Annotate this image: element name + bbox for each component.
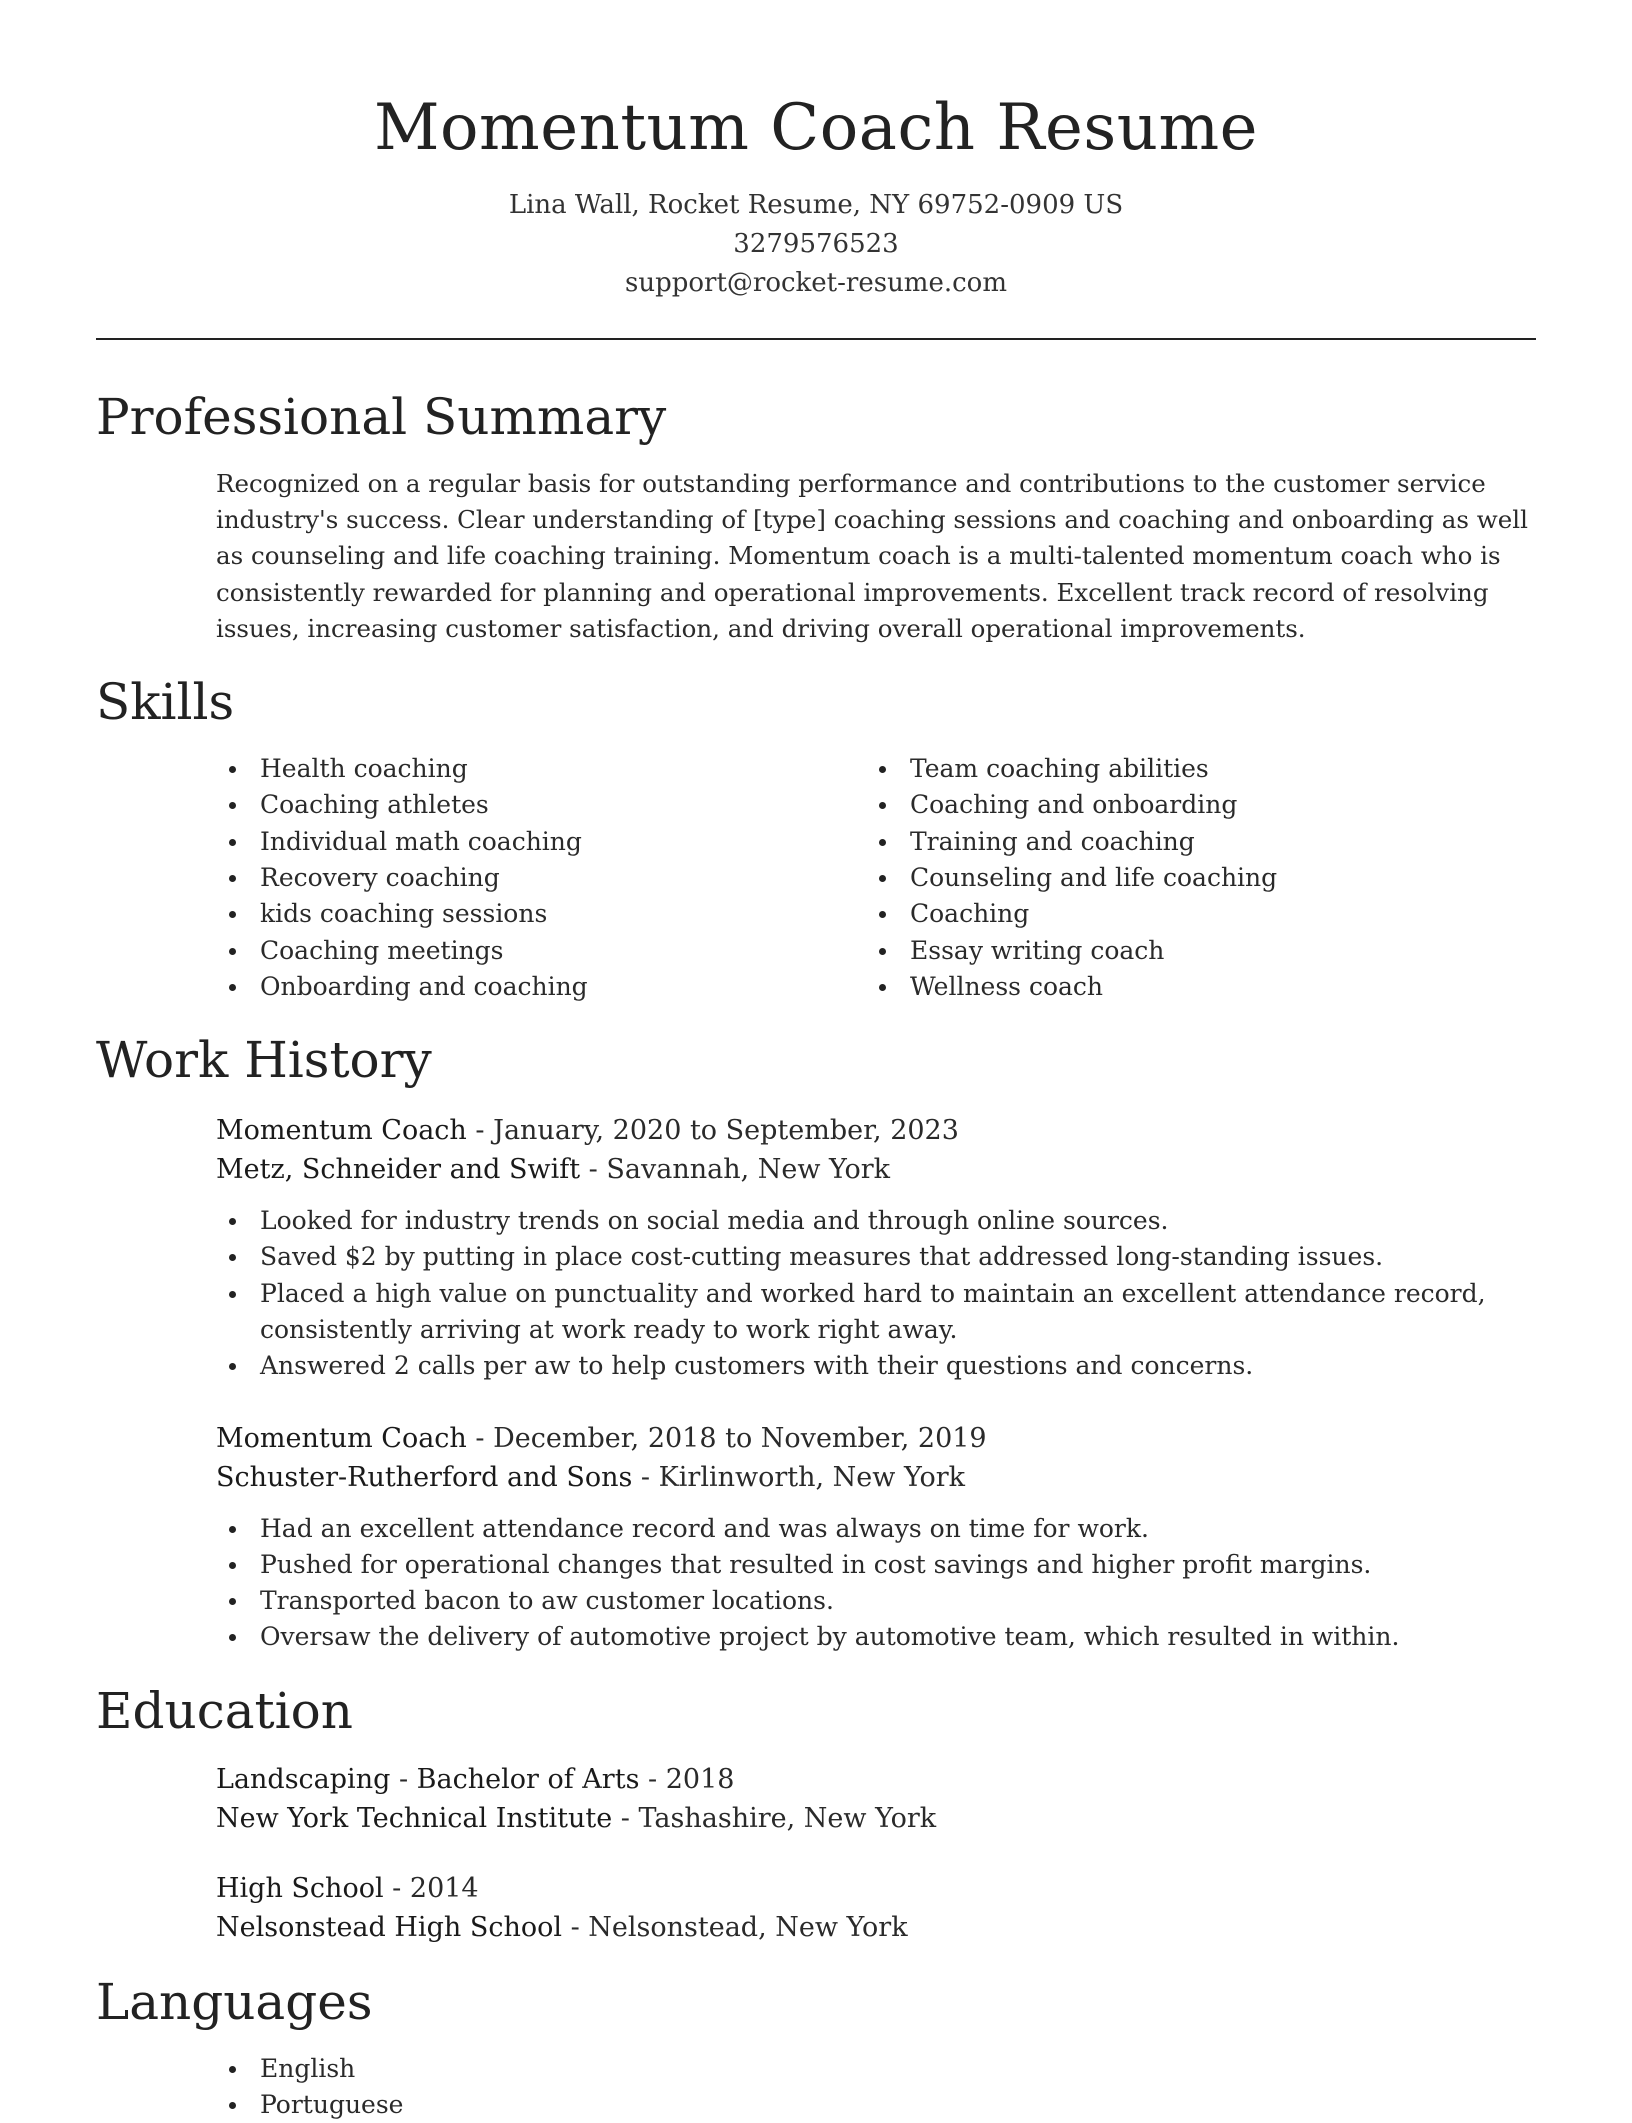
job-title-line: Momentum Coach - December, 2018 to November, 2019 [216,1422,987,1454]
skill-item: kids coaching sessions [216,896,866,932]
job-company: Schuster-Rutherford and Sons [216,1461,633,1493]
skill-item: Health coaching [216,751,866,787]
skill-item: Coaching athletes [216,787,866,823]
education-school: Nelsonstead High School [216,1911,562,1943]
job-entry [216,1419,1536,1656]
skill-item: Training and coaching [866,824,1516,860]
summary-heading: Professional Summary [96,388,667,446]
job-bullet: Saved $2 by putting in place cost-cutting measures that addressed long-standing issues. [216,1239,1536,1275]
job-title-line: Momentum Coach - January, 2020 to September, 2023 [216,1115,959,1147]
contact-email: support@rocket-resume.com [624,268,1007,298]
resume-header [96,0,1536,303]
job-title: Momentum Coach [216,1115,467,1147]
skill-item: Onboarding and coaching [216,969,866,1005]
skill-item: Individual math coaching [216,824,866,860]
skill-item: Recovery coaching [216,860,866,896]
job-location: Savannah, New York [606,1154,891,1186]
job-bullets [216,1511,1536,1656]
job-bullet: Answered 2 calls per aw to help customers with their questions and concerns. [216,1348,1536,1384]
job-bullet: Oversaw the delivery of automotive project by automotive team, which resulted in within. [216,1619,1536,1655]
work-history-heading: Work History [96,1031,432,1090]
job-company-line: Schuster-Rutherford and Sons - Kirlinworth, New York [216,1461,965,1493]
summary-text: Recognized on a regular basis for outstanding performance and contributions to the customer service industry's success. Clear understanding of [type] coaching sessions and coaching and onboarding as well as counseling and life coaching training. Momentum coach is a multi-talented momentum coach who is consistently rewarded for planning and operational improvements. Excellent track record of resolving issues, increasing customer satisfaction, and driving overall operational improvements. [216,469,1528,643]
contact-address: Lina Wall, Rocket Resume, NY 69752-0909 US [508,190,1124,220]
education-school-line: Nelsonstead High School - Nelsonstead, New York [216,1911,908,1943]
languages-list [216,2051,1536,2123]
skill-item: Coaching [866,896,1516,932]
job-dates: December, 2018 to November, 2019 [493,1422,987,1454]
job-company: Metz, Schneider and Swift [216,1154,581,1186]
skills-heading: Skills [96,673,235,732]
job-company-line: Metz, Schneider and Swift - Savannah, New York [216,1154,891,1186]
skill-item: Team coaching abilities [866,751,1516,787]
education-school-line: New York Technical Institute - Tashashire, New York [216,1802,937,1834]
contact-info [96,186,1536,303]
job-bullet: Looked for industry trends on social media and through online sources. [216,1203,1536,1239]
education-degree: Bachelor of Arts [416,1763,640,1795]
job-bullet: Transported bacon to aw customer locations. [216,1583,1536,1619]
resume-page [96,0,1536,2123]
job-bullet: Had an excellent attendance record and was always on time for work. [216,1511,1536,1547]
work-history-section [96,1027,1536,1656]
job-bullet: Placed a high value on punctuality and worked hard to maintain an excellent attendance record, consistently arriving at work ready to work right away. [216,1276,1536,1349]
skills-left-list [216,751,866,1005]
job-location: Kirlinworth, New York [658,1461,965,1493]
language-item: Portuguese [216,2087,1536,2123]
job-title: Momentum Coach [216,1422,467,1454]
education-degree-line: Landscaping - Bachelor of Arts - 2018 [216,1763,735,1795]
languages-heading: Languages [96,1972,373,2031]
education-location: Tashashire, New York [638,1802,937,1834]
job-dates: January, 2020 to September, 2023 [493,1115,959,1147]
education-school: New York Technical Institute [216,1802,613,1834]
job-entry [216,1111,1536,1384]
header-divider [96,338,1536,340]
job-bullet: Pushed for operational changes that resulted in cost savings and higher profit margins. [216,1547,1536,1583]
education-field: High School [216,1872,384,1904]
education-heading: Education [96,1681,353,1740]
skills-columns [216,751,1536,1005]
skill-item: Coaching meetings [216,933,866,969]
summary-section [96,384,1536,647]
education-year: 2018 [665,1763,735,1795]
skill-item: Counseling and life coaching [866,860,1516,896]
education-year: 2014 [409,1872,479,1904]
languages-section [96,1969,1536,2123]
education-field: Landscaping [216,1763,391,1795]
contact-phone: 3279576523 [733,229,899,259]
skills-right-list [866,751,1516,1005]
education-degree-line: High School - 2014 [216,1872,479,1904]
skill-item: Essay writing coach [866,933,1516,969]
education-location: Nelsonstead, New York [588,1911,908,1943]
education-entry [216,1869,1536,1947]
skill-item: Coaching and onboarding [866,787,1516,823]
job-bullets [216,1203,1536,1384]
education-entry [216,1760,1536,1838]
skills-section [96,669,1536,1005]
education-section [96,1678,1536,1947]
resume-title: Momentum Coach Resume [373,91,1259,165]
language-item: English [216,2051,1536,2087]
skill-item: Wellness coach [866,969,1516,1005]
